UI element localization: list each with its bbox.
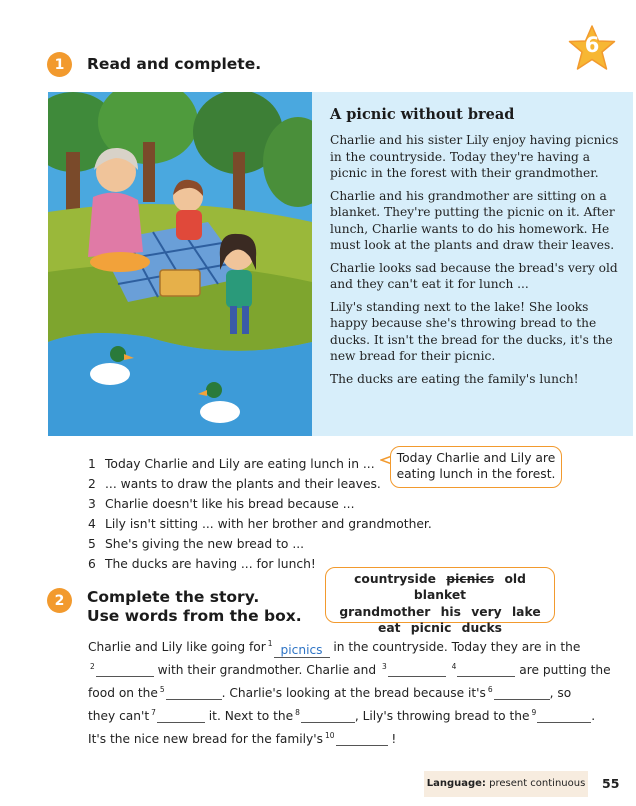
cloze-text: It's the nice new bread for the family's (88, 732, 323, 746)
word-box-word: ducks (461, 620, 502, 635)
gap-number: 9 (531, 708, 537, 717)
cloze-text: they can't (88, 709, 150, 723)
gap-number: 2 (90, 662, 95, 671)
cloze-text: with their grandmother. Charlie and (157, 663, 377, 677)
gap-3[interactable] (388, 662, 446, 677)
exercise2-instruction (87, 588, 302, 626)
question-text: She's giving the new bread to ... (105, 537, 305, 551)
cloze-line (88, 726, 588, 746)
story-paragraph: Charlie and his sister Lily enjoy having picnics in the countryside. Today they're having a picnic in the forest with their grandmother. (330, 133, 619, 180)
question-number: 2 (88, 477, 96, 491)
cloze-text: . (591, 709, 596, 723)
gap-number: 3 (381, 662, 387, 671)
gap-number: 6 (487, 685, 493, 694)
question-text: Charlie doesn't like his bread because ... (105, 497, 355, 511)
gap-number: 4 (451, 662, 457, 671)
question-item (88, 514, 432, 534)
word-box-word: his (440, 604, 461, 619)
word-box-word: very (471, 604, 502, 619)
question-number: 5 (88, 537, 96, 551)
cloze-line (88, 703, 596, 723)
question-number: 4 (88, 517, 96, 531)
exercise1-instruction: Read and complete. (87, 55, 262, 73)
language-label: Language: (426, 778, 486, 789)
word-box-word: lake (511, 604, 541, 619)
story-paragraph: The ducks are eating the family's lunch! (330, 371, 579, 386)
question-number: 1 (88, 457, 96, 471)
word-box-row (326, 604, 554, 620)
unit-badge (566, 24, 618, 74)
question-number: 3 (88, 497, 96, 511)
question-text: ... wants to draw the plants and their leaves. (105, 477, 381, 491)
gap-9[interactable] (537, 708, 591, 723)
question-item (88, 494, 432, 514)
word-box-word: blanket (413, 588, 467, 603)
cloze-text: ! (391, 732, 397, 746)
gap-8[interactable] (301, 708, 355, 723)
word-box-word: old (504, 572, 526, 586)
gap-1-answer[interactable]: picnics (274, 643, 330, 658)
picnic-illustration (48, 92, 312, 436)
cloze-line (88, 657, 611, 677)
gap-10[interactable] (336, 731, 388, 746)
cloze-line (88, 634, 588, 657)
word-box-word: picnic (410, 620, 452, 635)
exercise1-number: 1 (47, 52, 72, 77)
gap-number: 5 (159, 685, 165, 694)
gap-4[interactable] (457, 662, 515, 677)
story-panel (312, 92, 633, 436)
cloze-text: it. Next to the (208, 709, 294, 723)
word-box-word: eat (377, 620, 401, 635)
word-box-word: countryside (354, 572, 436, 586)
cloze-text: are putting the (519, 663, 611, 677)
question-item (88, 474, 432, 494)
gap-2[interactable] (96, 662, 154, 677)
exercise2-heading (47, 588, 302, 626)
gap-6[interactable] (494, 685, 550, 700)
story-paragraph: Charlie looks sad because the bread's very old and they can't eat it for lunch ... (330, 260, 618, 291)
gap-number: 8 (295, 708, 300, 717)
exercise2-instruction-line: Complete the story. (87, 588, 260, 606)
word-box-row (326, 571, 554, 604)
cloze-text: in the countryside. Today they are in the (333, 640, 581, 654)
gap-5[interactable] (166, 685, 222, 700)
example-answer-bubble: Today Charlie and Lily are eating lunch in the forest. (390, 446, 562, 488)
exercise2-number: 2 (47, 588, 72, 613)
story-paragraph: Charlie and his grandmother are sitting on a blanket. They're putting the picnic on it. After lunch, Charlie wants to do his homework. He must look at the plants and draw their leaves. (330, 188, 615, 252)
story-title: A picnic without bread (330, 106, 515, 123)
cloze-text: , Lily's throwing bread to the (354, 709, 530, 723)
question-number: 6 (88, 557, 96, 571)
word-box-word: grandmother (339, 604, 431, 619)
cloze-text: Charlie and Lily like going for (88, 640, 266, 654)
language-tag (424, 771, 588, 797)
gap-number: 10 (324, 731, 335, 740)
question-list (88, 454, 432, 574)
word-box-word-used: picnics (446, 572, 495, 586)
question-text: The ducks are having ... for lunch! (105, 557, 316, 571)
cloze-text: food on the (88, 686, 158, 700)
cloze-line (88, 680, 588, 700)
cloze-text: . Charlie's looking at the bread because it's (221, 686, 486, 700)
story-paragraph: Lily's standing next to the lake! She looks happy because she's throwing bread to the ducks. It isn't the bread for the ducks, it's the new bread for their picnic. (330, 299, 613, 363)
question-text: Lily isn't sitting ... with her brother and grandmother. (105, 517, 432, 531)
word-box (325, 567, 555, 635)
question-text: Today Charlie and Lily are eating lunch in ... (105, 457, 375, 471)
gap-number: 1 (267, 639, 273, 648)
cloze-text: , so (549, 686, 572, 700)
gap-7[interactable] (157, 708, 205, 723)
exercise2-instruction-line: Use words from the box. (87, 607, 302, 625)
question-item (88, 534, 432, 554)
exercise1-heading (47, 52, 261, 77)
gap-number: 7 (151, 708, 156, 717)
page-number: 55 (602, 776, 620, 791)
language-value: present continuous (489, 778, 586, 789)
unit-number: 6 (584, 33, 600, 57)
